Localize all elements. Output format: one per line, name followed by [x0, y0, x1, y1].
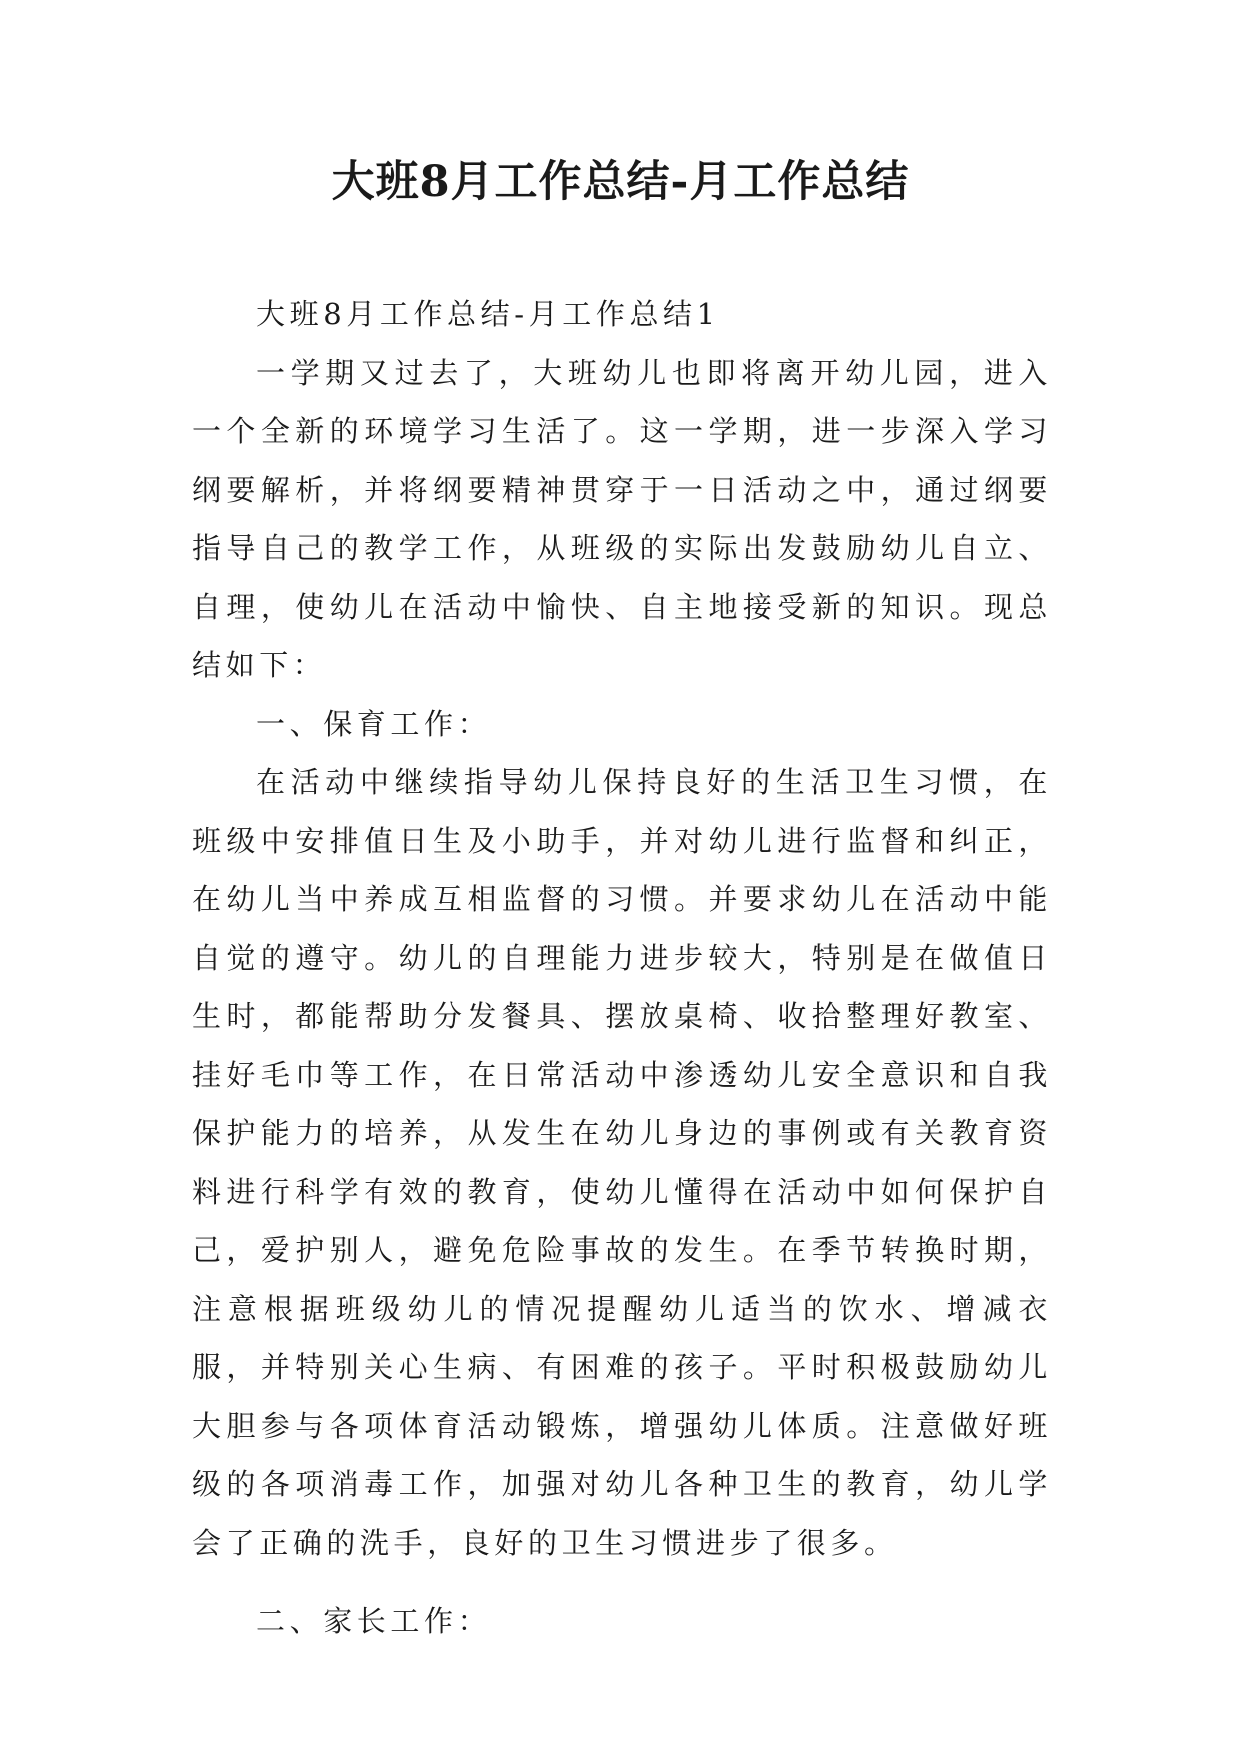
section-heading-care: 一、保育工作：: [256, 706, 492, 741]
subtitle-paragraph: 大班8月工作总结-月工作总结1: [256, 297, 720, 331]
document-body: [192, 285, 1052, 1651]
care-work-paragraph: 在活动中继续指导幼儿保持良好的生活卫生习惯，在班级中安排值日生及小助手，并对幼儿进行监督和纠正，在幼儿当中养成互相监督的习惯。并要求幼儿在活动中能自觉的遵守。幼儿的自理能力进步较大，特别是在做值日生时，都能帮助分发餐具、摆放桌椅、收拾整理好教室、挂好毛巾等工作，在日常活动中渗透幼儿安全意识和自我保护能力的培养，从发生在幼儿身边的事例或有关教育资料进行科学有效的教育，使幼儿懂得在活动中如何保护自己，爱护别人，避免危险事故的发生。在季节转换时期，注意根据班级幼儿的情况提醒幼儿适当的饮水、增减衣服，并特别关心生病、有困难的孩子。平时积极鼓励幼儿大胆参与各项体育活动锻炼，增强幼儿体质。注意做好班级的各项消毒工作，加强对幼儿各种卫生的教育，幼儿学会了正确的洗手，良好的卫生习惯进步了很多。: [192, 765, 1052, 1560]
document-title: 大班8月工作总结-月工作总结: [331, 157, 910, 207]
intro-paragraph: 一学期又过去了，大班幼儿也即将离开幼儿园，进入一个全新的环境学习生活了。这一学期，进一步深入学习纲要解析，并将纲要精神贯穿于一日活动之中，通过纲要指导自己的教学工作，从班级的实际出发鼓励幼儿自立、自理，使幼儿在活动中愉快、自主地接受新的知识。现总结如下：: [192, 355, 1052, 682]
section-heading-parents: 二、家长工作：: [256, 1604, 492, 1638]
